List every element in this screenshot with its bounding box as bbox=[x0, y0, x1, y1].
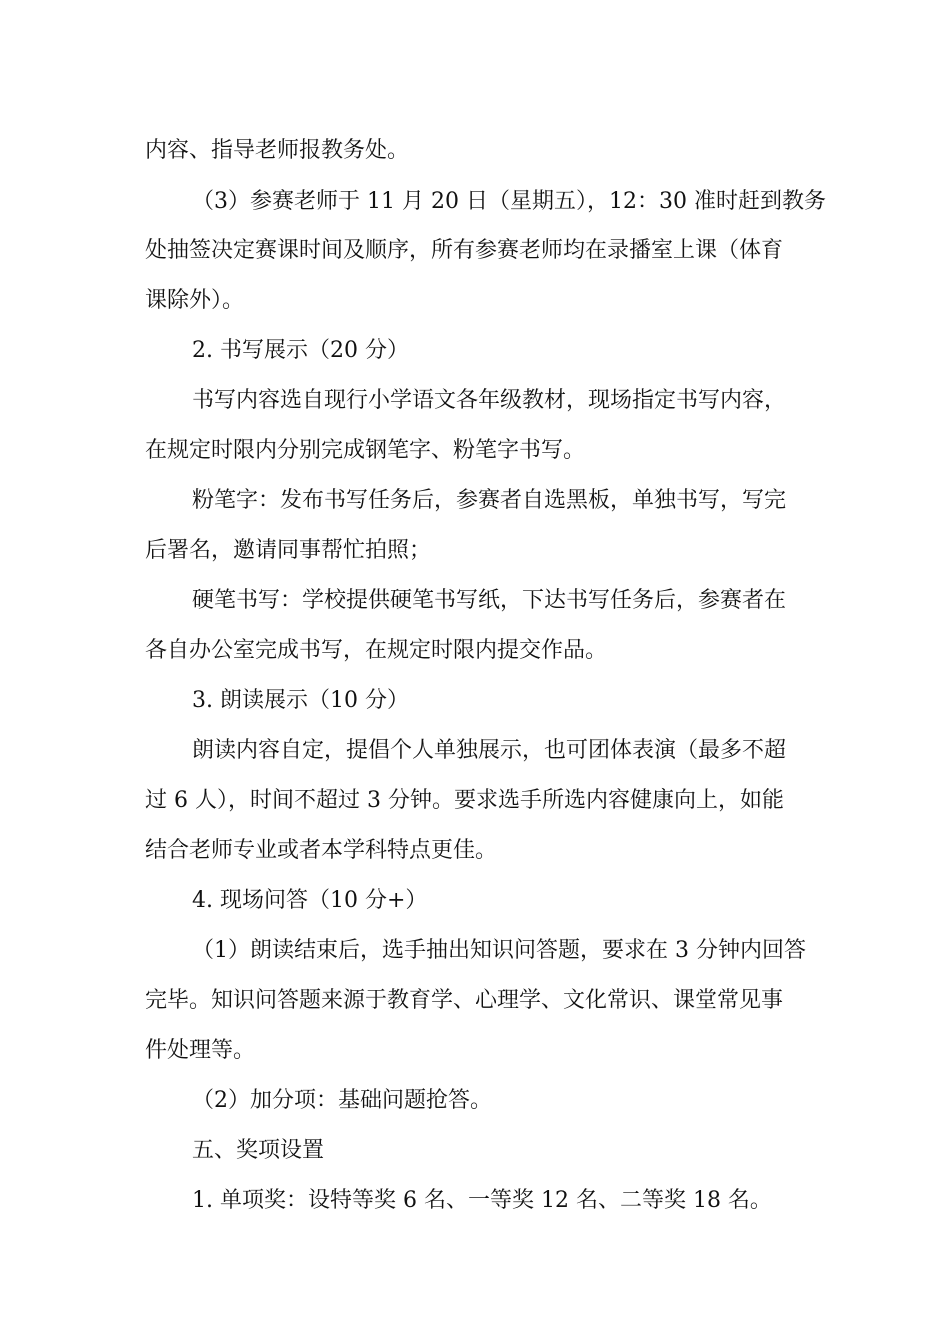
section-heading: 2. 书写展示（20 分） bbox=[192, 338, 409, 363]
text-line: 内容、指导老师报教务处。 bbox=[145, 138, 410, 163]
text-line: 过 6 人），时间不超过 3 分钟。要求选手所选内容健康向上，如能 bbox=[145, 788, 784, 813]
text-line: 硬笔书写：学校提供硬笔书写纸，下达书写任务后，参赛者在 bbox=[192, 588, 787, 613]
text-line: 各自办公室完成书写，在规定时限内提交作品。 bbox=[145, 638, 608, 663]
section-heading: 4. 现场问答（10 分+） bbox=[192, 888, 428, 913]
text-line: 处抽签决定赛课时间及顺序，所有参赛老师均在录播室上课（体育 bbox=[145, 238, 784, 263]
text-line: （1）朗读结束后，选手抽出知识问答题，要求在 3 分钟内回答 bbox=[192, 938, 806, 963]
text-line: 件处理等。 bbox=[145, 1038, 256, 1063]
text-line: 结合老师专业或者本学科特点更佳。 bbox=[145, 838, 498, 863]
text-line: 朗读内容自定，提倡个人单独展示，也可团体表演（最多不超 bbox=[192, 738, 787, 763]
text-line: （2）加分项：基础问题抢答。 bbox=[192, 1088, 492, 1113]
text-line: 书写内容选自现行小学语文各年级教材，现场指定书写内容， bbox=[192, 388, 787, 413]
text-line: 1. 单项奖：设特等奖 6 名、一等奖 12 名、二等奖 18 名。 bbox=[192, 1188, 772, 1213]
text-line: 粉笔字：发布书写任务后，参赛者自选黑板，单独书写，写完 bbox=[192, 488, 787, 513]
text-line: 后署名，邀请同事帮忙拍照； bbox=[145, 538, 432, 563]
text-line: 课除外）。 bbox=[145, 288, 245, 313]
section-heading: 3. 朗读展示（10 分） bbox=[192, 688, 409, 713]
section-heading: 五、奖项设置 bbox=[192, 1138, 325, 1163]
text-line: 完毕。知识问答题来源于教育学、心理学、文化常识、课堂常见事 bbox=[145, 988, 784, 1013]
text-line: 在规定时限内分别完成钢笔字、粉笔字书写。 bbox=[145, 438, 586, 463]
text-line: （3）参赛老师于 11 月 20 日（星期五），12：30 准时赶到教务 bbox=[192, 189, 826, 214]
